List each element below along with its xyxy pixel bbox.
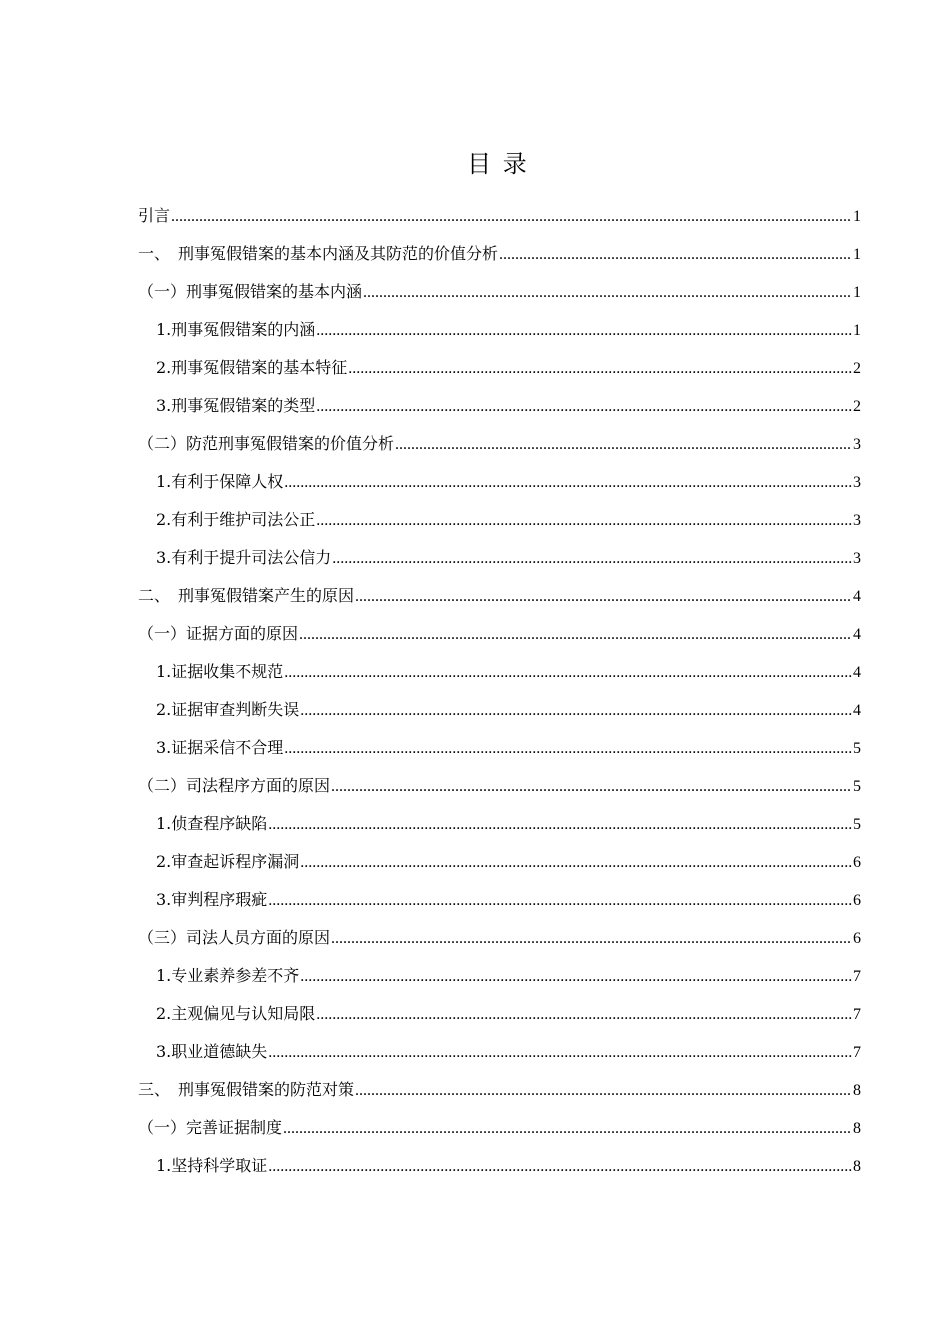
toc-entry-page-number: 6 xyxy=(853,854,861,871)
toc-entry-page-number: 8 xyxy=(853,1082,861,1099)
toc-entry-page-number: 4 xyxy=(853,588,861,605)
toc-entry[interactable] xyxy=(138,733,861,771)
toc-entry-label: 1.专业素养参差不齐 xyxy=(156,966,300,985)
toc-entry[interactable] xyxy=(138,657,861,695)
toc-dot-leader xyxy=(268,1152,852,1182)
toc-dot-leader xyxy=(316,1000,852,1030)
toc-entry-page-number: 5 xyxy=(853,740,861,757)
toc-entry[interactable] xyxy=(138,581,861,619)
toc-entry-label: 1.坚持科学取证 xyxy=(156,1156,268,1175)
toc-dot-leader xyxy=(348,354,852,384)
toc-entry-label: 2.有利于维护司法公正 xyxy=(156,510,316,529)
toc-entry[interactable] xyxy=(138,695,861,733)
toc-title: 目 录 xyxy=(467,150,529,178)
toc-entry-label: 2.主观偏见与认知局限 xyxy=(156,1004,316,1023)
toc-entry[interactable] xyxy=(138,999,861,1037)
table-of-contents xyxy=(138,201,861,1189)
toc-dot-leader xyxy=(499,240,852,270)
toc-entry-label: 3.审判程序瑕疵 xyxy=(156,890,268,909)
toc-dot-leader xyxy=(268,1038,852,1068)
toc-dot-leader xyxy=(268,810,852,840)
toc-entry-label: 2.证据审查判断失误 xyxy=(156,700,300,719)
toc-entry-label: （二）防范刑事冤假错案的价值分析 xyxy=(138,434,395,453)
toc-entry[interactable] xyxy=(138,885,861,923)
toc-entry-page-number: 1 xyxy=(853,208,861,225)
toc-entry-label: 1.有利于保障人权 xyxy=(156,472,284,491)
toc-entry[interactable] xyxy=(138,1037,861,1075)
toc-dot-leader xyxy=(300,696,852,726)
toc-dot-leader xyxy=(284,468,852,498)
toc-dot-leader xyxy=(316,506,852,536)
toc-entry-label: （三）司法人员方面的原因 xyxy=(138,928,331,947)
toc-dot-leader xyxy=(395,430,852,460)
toc-entry-page-number: 5 xyxy=(853,778,861,795)
toc-entry[interactable] xyxy=(138,923,861,961)
toc-entry-page-number: 5 xyxy=(853,816,861,833)
toc-entry-label: 二、 刑事冤假错案产生的原因 xyxy=(138,586,355,605)
toc-entry[interactable] xyxy=(138,1151,861,1189)
toc-entry-page-number: 2 xyxy=(853,360,861,377)
toc-dot-leader xyxy=(283,1114,852,1144)
toc-entry[interactable] xyxy=(138,771,861,809)
toc-dot-leader xyxy=(331,772,852,802)
toc-entry-label: （一）完善证据制度 xyxy=(138,1118,283,1137)
toc-entry[interactable] xyxy=(138,201,861,239)
toc-dot-leader xyxy=(316,316,852,346)
toc-entry[interactable] xyxy=(138,961,861,999)
toc-entry-page-number: 2 xyxy=(853,398,861,415)
toc-entry-page-number: 3 xyxy=(853,550,861,567)
toc-entry-page-number: 4 xyxy=(853,626,861,643)
toc-entry-page-number: 1 xyxy=(853,246,861,263)
toc-entry-page-number: 7 xyxy=(853,968,861,985)
toc-entry[interactable] xyxy=(138,353,861,391)
toc-entry-label: 1.证据收集不规范 xyxy=(156,662,284,681)
toc-entry-label: 3.职业道德缺失 xyxy=(156,1042,268,1061)
toc-entry-page-number: 8 xyxy=(853,1158,861,1175)
toc-entry-label: （一）证据方面的原因 xyxy=(138,624,299,643)
toc-entry-label: 3.证据采信不合理 xyxy=(156,738,284,757)
toc-entry-label: （一）刑事冤假错案的基本内涵 xyxy=(138,282,363,301)
toc-entry[interactable] xyxy=(138,543,861,581)
toc-dot-leader xyxy=(284,658,852,688)
toc-entry-page-number: 3 xyxy=(853,436,861,453)
toc-entry-label: 三、 刑事冤假错案的防范对策 xyxy=(138,1080,355,1099)
toc-entry-page-number: 1 xyxy=(853,284,861,301)
toc-entry-label: 3.刑事冤假错案的类型 xyxy=(156,396,316,415)
toc-entry-label: 1.刑事冤假错案的内涵 xyxy=(156,320,316,339)
toc-dot-leader xyxy=(331,924,852,954)
toc-entry[interactable] xyxy=(138,391,861,429)
toc-entry-page-number: 6 xyxy=(853,930,861,947)
toc-entry-page-number: 3 xyxy=(853,474,861,491)
toc-entry-page-number: 6 xyxy=(853,892,861,909)
toc-entry[interactable] xyxy=(138,239,861,277)
toc-entry-page-number: 4 xyxy=(853,664,861,681)
toc-entry-page-number: 7 xyxy=(853,1006,861,1023)
toc-dot-leader xyxy=(332,544,852,574)
toc-entry-page-number: 8 xyxy=(853,1120,861,1137)
toc-entry-page-number: 1 xyxy=(853,322,861,339)
toc-entry[interactable] xyxy=(138,429,861,467)
toc-entry[interactable] xyxy=(138,1113,861,1151)
toc-dot-leader xyxy=(355,1076,852,1106)
toc-dot-leader xyxy=(171,202,852,232)
toc-entry-label: 一、 刑事冤假错案的基本内涵及其防范的价值分析 xyxy=(138,244,499,263)
toc-entry-page-number: 4 xyxy=(853,702,861,719)
toc-entry-label: 引言 xyxy=(138,206,171,225)
toc-dot-leader xyxy=(299,620,852,650)
toc-dot-leader xyxy=(268,886,852,916)
toc-entry-label: 2.审查起诉程序漏洞 xyxy=(156,852,300,871)
toc-dot-leader xyxy=(363,278,852,308)
toc-entry[interactable] xyxy=(138,315,861,353)
toc-entry[interactable] xyxy=(138,809,861,847)
toc-entry[interactable] xyxy=(138,619,861,657)
toc-dot-leader xyxy=(316,392,852,422)
toc-entry[interactable] xyxy=(138,505,861,543)
toc-entry[interactable] xyxy=(138,467,861,505)
toc-dot-leader xyxy=(355,582,852,612)
toc-entry[interactable] xyxy=(138,1075,861,1113)
toc-entry-page-number: 3 xyxy=(853,512,861,529)
toc-entry[interactable] xyxy=(138,847,861,885)
toc-dot-leader xyxy=(300,848,852,878)
toc-entry-label: 1.侦查程序缺陷 xyxy=(156,814,268,833)
toc-entry-label: （二）司法程序方面的原因 xyxy=(138,776,331,795)
toc-entry-label: 3.有利于提升司法公信力 xyxy=(156,548,332,567)
toc-entry[interactable] xyxy=(138,277,861,315)
toc-dot-leader xyxy=(300,962,852,992)
toc-dot-leader xyxy=(284,734,852,764)
toc-entry-label: 2.刑事冤假错案的基本特征 xyxy=(156,358,348,377)
toc-entry-page-number: 7 xyxy=(853,1044,861,1061)
